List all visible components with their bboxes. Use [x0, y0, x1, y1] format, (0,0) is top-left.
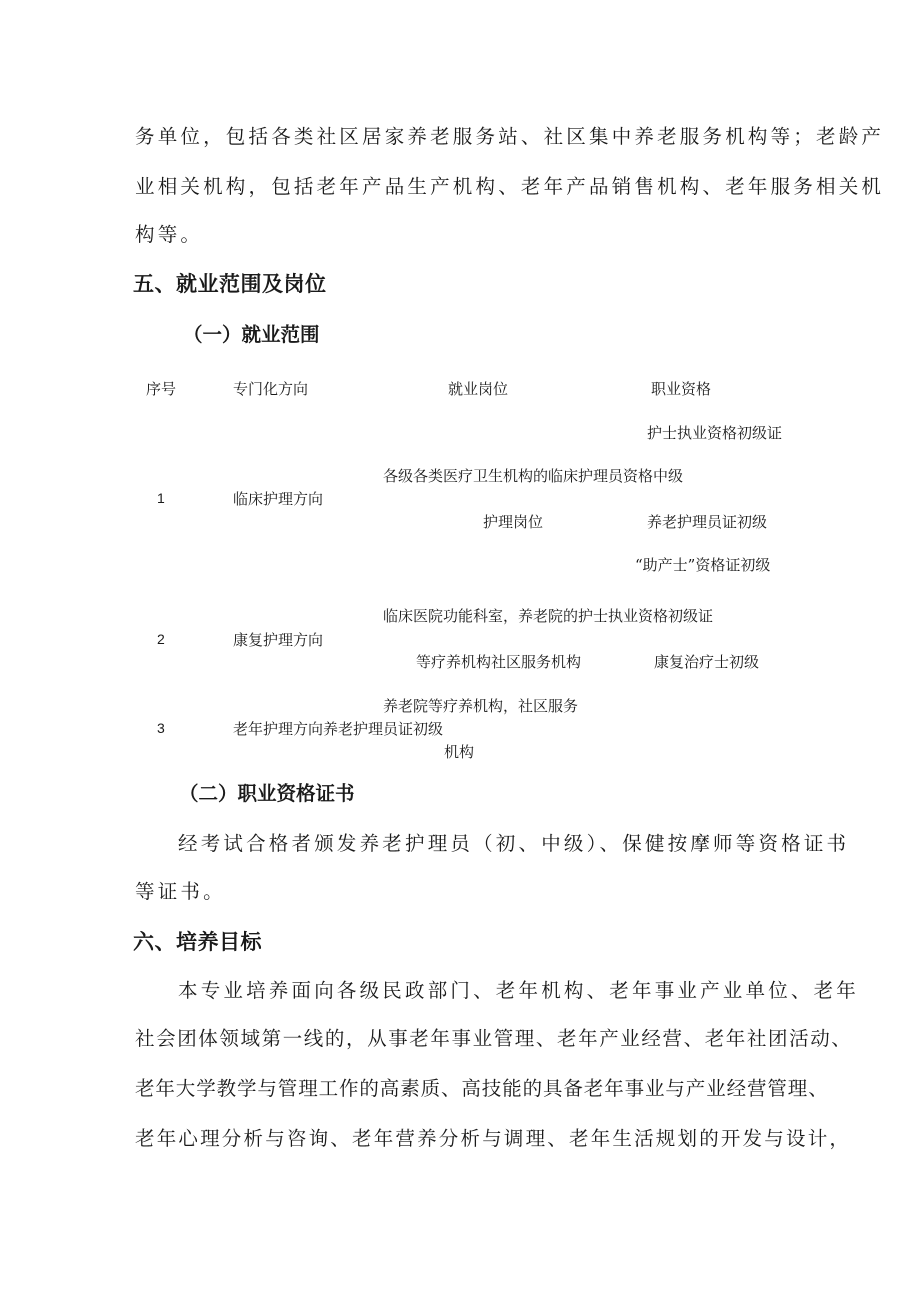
- subsection-heading: （二）职业资格证书: [179, 782, 355, 805]
- paragraph-line: 社会团体领域第一线的，从事老年事业管理、老年产业经营、老年社团活动、: [135, 1027, 853, 1050]
- table-cell-no: 3: [157, 720, 165, 736]
- table-cell-no: 2: [157, 631, 165, 647]
- table-cell: 机构: [444, 743, 475, 761]
- paragraph-line: 本专业培养面向各级民政部门、老年机构、老年事业产业单位、老年: [178, 979, 860, 1002]
- subsection-heading: （一）就业范围: [183, 323, 320, 346]
- table-cell: 护理岗位: [483, 513, 544, 531]
- table-cell: 临床护理方向: [233, 490, 324, 508]
- table-cell: 康复护理方向: [233, 631, 324, 649]
- section-heading: 六、培养目标: [133, 930, 262, 954]
- table-cell: 康复治疗士初级: [654, 653, 760, 671]
- paragraph-line: 业相关机构，包括老年产品生产机构、老年产品销售机构、老年服务相关机: [135, 175, 885, 198]
- table-cell: “助产士”资格证初级: [635, 556, 771, 574]
- paragraph-line: 务单位，包括各类社区居家养老服务站、社区集中养老服务机构等；老龄产: [135, 125, 885, 148]
- table-header-no: 序号: [146, 380, 177, 398]
- paragraph-line: 经考试合格者颁发养老护理员（初、中级）、保健按摩师等资格证书: [178, 832, 850, 855]
- table-cell: 各级各类医疗卫生机构的临床护理员资格中级: [383, 467, 684, 485]
- table-header-post: 就业岗位: [448, 380, 509, 398]
- section-heading: 五、就业范围及岗位: [133, 272, 327, 296]
- table-cell: 临床医院功能科室，养老院的护士执业资格初级证: [383, 607, 714, 625]
- table-cell: 养老院等疗养机构，社区服务: [383, 697, 579, 715]
- paragraph-line: 构等。: [135, 223, 204, 246]
- table-cell: 老年护理方向养老护理员证初级: [233, 720, 444, 738]
- paragraph-line: 等证书。: [135, 880, 226, 903]
- table-cell-no: 1: [157, 490, 165, 506]
- paragraph-line: 老年心理分析与咨询、老年营养分析与调理、老年生活规划的开发与设计，: [135, 1127, 852, 1150]
- table-header-direction: 专门化方向: [233, 380, 309, 398]
- table-cell: 等疗养机构社区服务机构: [416, 653, 582, 671]
- paragraph-line: 老年大学教学与管理工作的高素质、高技能的具备老年事业与产业经营管理、: [135, 1077, 829, 1100]
- table-cell: 护士执业资格初级证: [647, 424, 783, 442]
- table-header-cert: 职业资格: [651, 380, 712, 398]
- table-cell: 养老护理员证初级: [647, 513, 768, 531]
